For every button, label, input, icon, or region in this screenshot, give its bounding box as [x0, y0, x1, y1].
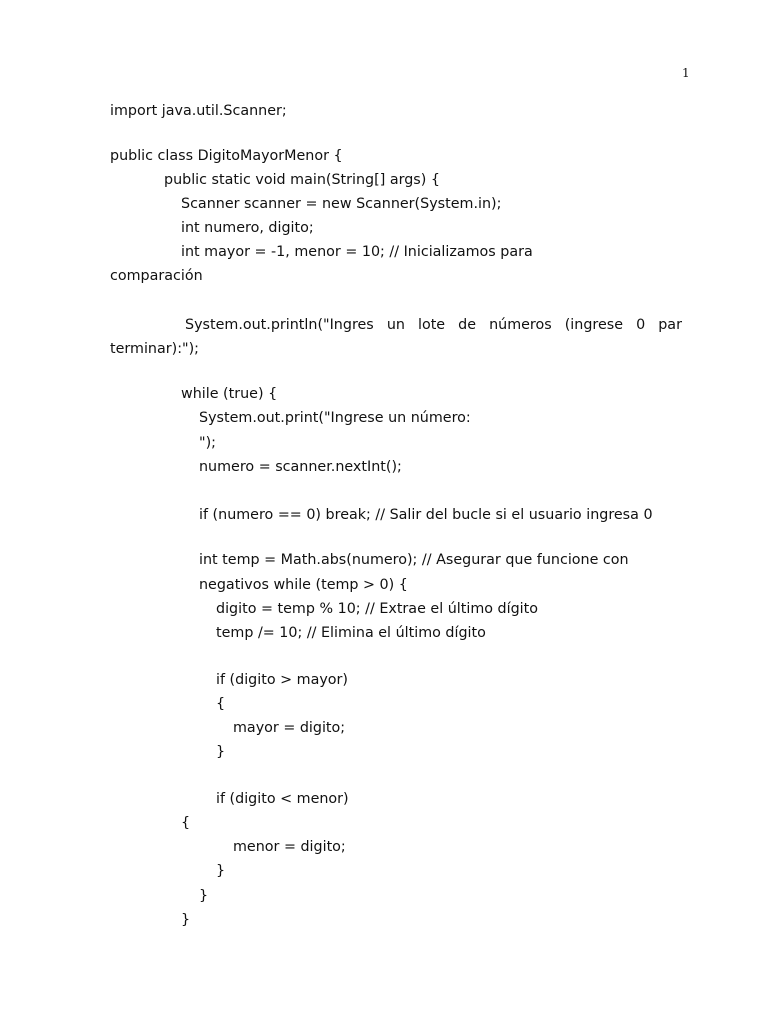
println-word: un	[386, 317, 405, 333]
code-line-class-declaration: public class DigitoMayorMenor {	[110, 148, 343, 164]
code-line-if-break: if (numero == 0) break; // Salir del bucle si el usuario ingresa 0	[199, 507, 653, 523]
code-line-temp-div: temp /= 10; // Elimina el último dígito	[216, 625, 486, 641]
code-line-scanner: Scanner scanner = new Scanner(System.in);	[181, 196, 502, 212]
code-line-brace-open: {	[216, 696, 226, 712]
code-line-import: import java.util.Scanner;	[110, 103, 287, 119]
code-line-comparacion: comparación	[110, 268, 203, 284]
println-word: (ingrese	[564, 317, 624, 333]
code-line-next-int: numero = scanner.nextInt();	[199, 459, 402, 475]
code-line-temp-abs: int temp = Math.abs(numero); // Asegurar que funcione con	[199, 552, 629, 568]
code-line-print-close: ");	[199, 435, 216, 451]
code-line-while: while (true) {	[181, 386, 278, 402]
code-line-inner-while: negativos while (temp > 0) {	[199, 577, 408, 593]
println-word: lote	[417, 317, 446, 333]
code-line-brace-close: }	[216, 744, 226, 760]
code-line-terminar: terminar):");	[110, 341, 199, 357]
page-number: 1	[682, 66, 690, 80]
code-line-print-prompt: System.out.print("Ingrese un número:	[199, 410, 471, 426]
println-word: System.out.println("Ingres	[185, 317, 374, 333]
println-word: números	[489, 317, 552, 333]
code-line-brace-close: }	[199, 888, 209, 904]
code-line-brace-close: }	[181, 912, 191, 928]
code-line-main-method: public static void main(String[] args) {	[164, 172, 440, 188]
code-line-digito-mod: digito = temp % 10; // Extrae el último dígito	[216, 601, 538, 617]
code-line-if-menor: if (digito < menor)	[216, 791, 349, 807]
println-word: par	[658, 317, 682, 333]
code-line-if-mayor: if (digito > mayor)	[216, 672, 348, 688]
code-line-println	[185, 316, 682, 334]
code-line-assign-menor: menor = digito;	[233, 839, 346, 855]
code-line-assign-mayor: mayor = digito;	[233, 720, 346, 736]
println-word: 0	[636, 317, 646, 333]
code-line-mayor-menor: int mayor = -1, menor = 10; // Inicializamos para	[181, 244, 533, 260]
println-word: de	[458, 317, 477, 333]
code-line-int-declaration: int numero, digito;	[181, 220, 314, 236]
code-line-brace-open: {	[181, 815, 191, 831]
code-line-brace-close: }	[216, 863, 226, 879]
